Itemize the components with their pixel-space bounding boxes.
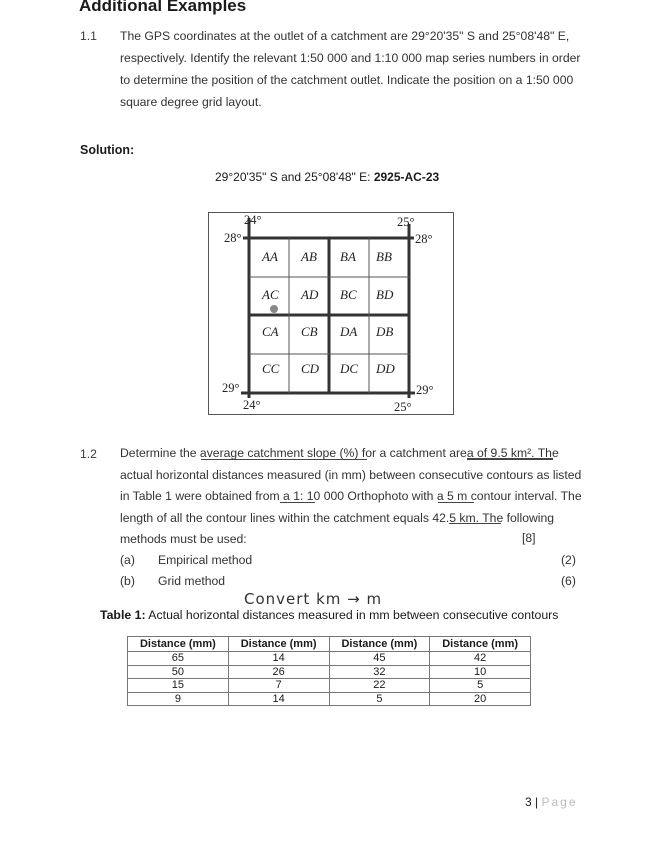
grid-cell-label: AA [262, 249, 278, 264]
method-b-name: Grid method [158, 574, 226, 588]
table-caption [100, 608, 558, 622]
table-row [128, 679, 531, 693]
table-cell: 32 [329, 665, 430, 679]
table-cell: 22 [329, 679, 430, 693]
degree-label-right-bottom: 29° [416, 383, 434, 397]
table-header-cell: Distance (mm) [128, 637, 229, 652]
question-1-1-line: to determine the position of the catchment outlet. Indicate the position on a 1:50 000 [120, 73, 574, 87]
table-cell: 45 [329, 652, 430, 666]
table-cell: 5 [329, 692, 430, 706]
degree-label-left-top: 28° [224, 231, 242, 245]
handwritten-underline [467, 458, 553, 460]
page-footer [525, 795, 578, 809]
table-caption-text: Actual horizontal distances measured in mm between consecutive contours [145, 608, 559, 622]
grid-cell-label: CD [301, 361, 320, 376]
section-heading: Additional Examples [79, 0, 247, 15]
grid-cell-label: AC [262, 287, 279, 302]
table-row [128, 692, 531, 706]
table-cell: 20 [430, 692, 531, 706]
table-cell: 42 [430, 652, 531, 666]
table-cell: 7 [228, 679, 329, 693]
table-cell: 50 [128, 665, 229, 679]
grid-cell-label: AB [301, 249, 317, 264]
page-word: Page [541, 795, 578, 809]
page-separator: | [531, 795, 542, 809]
outlet-position-marker [270, 305, 278, 313]
grid-cell-label: BB [376, 249, 392, 264]
question-1-2-line: actual horizontal distances measured (in mm) between consecutive contours as listed [120, 467, 582, 482]
degree-label-bottom-left: 24° [243, 398, 261, 412]
question-number-1-2: 1.2 [80, 447, 97, 461]
handwritten-underline [438, 502, 474, 503]
table-cell: 65 [128, 652, 229, 666]
question-1-2-line: in Table 1 were obtained from a 1: 10 000 Orthophoto with a 5 m contour interval. The [120, 489, 582, 503]
method-b-marks: (6) [561, 574, 576, 588]
table-cell: 10 [430, 665, 531, 679]
table-header-cell: Distance (mm) [430, 637, 531, 652]
grid-cell-label: BD [376, 287, 394, 302]
question-number-1-1: 1.1 [80, 29, 97, 43]
question-1-2-line: Determine the average catchment slope (%) for a catchment area of 9.5 km². The [120, 446, 559, 460]
question-1-1-line: respectively. Identify the relevant 1:50 000 and 1:10 000 map series numbers in order [120, 51, 581, 65]
question-1-1-line: square degree grid layout. [120, 95, 262, 109]
method-a-marks: (2) [561, 553, 576, 567]
grid-cell-label: CC [262, 361, 280, 376]
method-b-letter: (b) [120, 574, 135, 588]
degree-label-left-bottom: 29° [222, 381, 240, 395]
grid-cell-label: DC [340, 361, 359, 376]
question-1-1-text [120, 25, 580, 113]
table-header-cell: Distance (mm) [228, 637, 329, 652]
table-cell: 14 [228, 652, 329, 666]
table-caption-label: Table 1: [100, 608, 146, 622]
degree-label-right-top: 28° [415, 232, 433, 246]
handwritten-underline [201, 459, 367, 460]
map-series-code: 2925-AC-23 [373, 170, 440, 184]
table-row [128, 665, 531, 679]
table-cell: 14 [228, 692, 329, 706]
method-a-name: Empirical method [158, 553, 253, 567]
method-a-letter: (a) [120, 553, 135, 567]
question-1-2-line: length of all the contour lines within the catchment equals 42.5 km. The following [120, 510, 555, 525]
question-1-1-line: The GPS coordinates at the outlet of a catchment are 29°20'35" S and 25°08'48" E, [120, 29, 570, 43]
table-cell: 26 [228, 665, 329, 679]
table-cell: 15 [128, 679, 229, 693]
grid-cell-label: CB [301, 324, 318, 339]
question-1-2-line: methods must be used: [120, 532, 247, 546]
table-header-cell: Distance (mm) [329, 637, 430, 652]
table-row [128, 652, 531, 666]
solution-coordinates [215, 170, 439, 184]
degree-label-bottom-right: 25° [394, 400, 412, 414]
handwritten-underline [449, 523, 501, 524]
handwritten-underline [280, 502, 315, 503]
grid-cell-label: AD [301, 287, 319, 302]
grid-cell-label: BC [340, 287, 357, 302]
table-header-row [128, 637, 531, 652]
degree-label-top-left: 24° [244, 213, 262, 227]
grid-cell-label: BA [340, 249, 356, 264]
grid-cell-label: DD [376, 361, 395, 376]
question-1-2-total-marks: [8] [522, 531, 536, 545]
solution-label: Solution: [80, 143, 135, 157]
grid-cell-label: CA [262, 324, 279, 339]
distance-table [127, 636, 531, 706]
grid-cell-label: DA [340, 324, 358, 339]
handwritten-note: Convert km → m [244, 590, 383, 608]
page-number: 3 [525, 795, 532, 809]
table-cell: 5 [430, 679, 531, 693]
table-cell: 9 [128, 692, 229, 706]
grid-cell-label: DB [376, 324, 394, 339]
coord-prefix: 29°20'35" S and 25°08'48" E: [215, 170, 374, 184]
degree-label-top-right: 25° [397, 215, 415, 229]
